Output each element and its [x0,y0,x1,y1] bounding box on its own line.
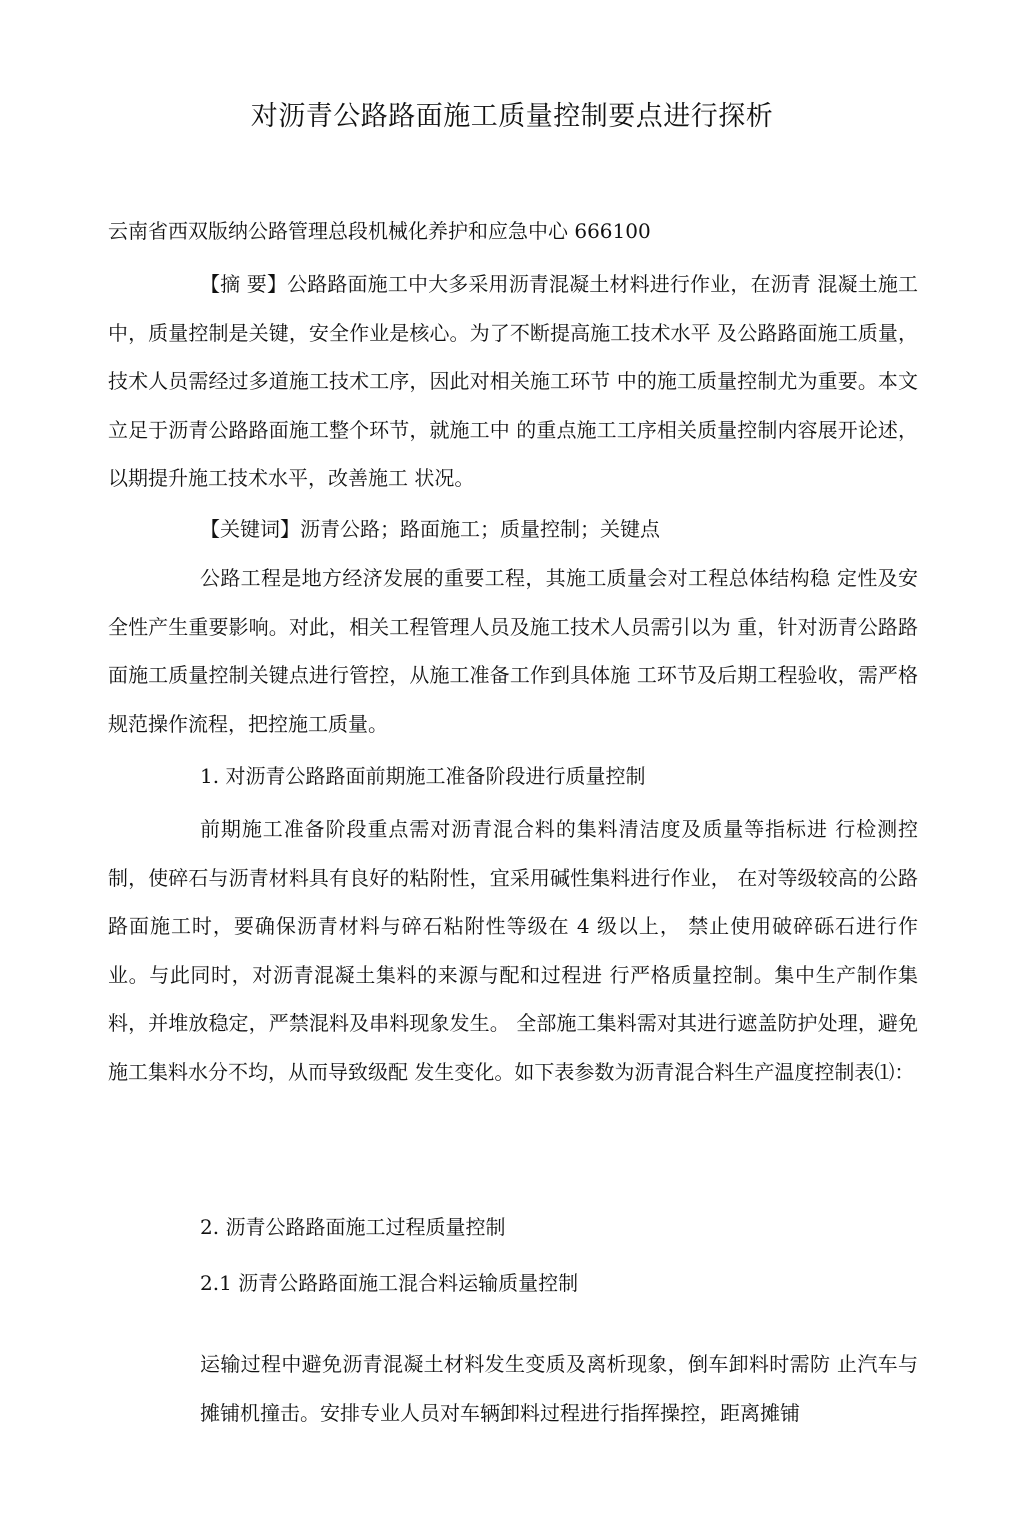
section-1-heading: 1. 对沥青公路路面前期施工准备阶段进行质量控制 [200,764,646,788]
section-1-paragraph: 前期施工准备阶段重点需对沥青混合料的集料清洁度及质量等指标进 行检测控制，使碎石与沥青材料具有良好的粘附性，宜采用碱性集料进行作业， 在对等级较高的公路路面施工时，要确保沥青材料与碎石粘附性等级在 4 级以上， 禁止使用破碎砾石进行作业。与此同时，对沥青混凝土集料的来源与配和过程进 行严格质量控制。集中生产制作集料，并堆放稳定，严禁混料及串料现象发生。 全部施工集料需对其进行遮盖防护处理，避免施工集料水分不均，从而导致级配 发生变化。如下表参数为沥青混合料生产温度控制表⑴： [108,817,918,1084]
section-2-heading: 2. 沥青公路路面施工过程质量控制 [200,1215,506,1239]
abstract-paragraph: 【摘 要】公路路面施工中大多采用沥青混凝土材料进行作业，在沥青 混凝土施工中，质量控制是关键，安全作业是核心。为了不断提高施工技术水平 及公路路面施工质量，技术人员需经过多道施工技术工序，因此对相关施工环节 中的施工质量控制尤为重要。本文立足于沥青公路路面施工整个环节，就施工中 的重点施工工序相关质量控制内容展开论述，以期提升施工技术水平，改善施工 状况。 [108,272,918,491]
section-2-1-paragraph: 运输过程中避免沥青混凝土材料发生变质及离析现象，倒车卸料时需防 止汽车与摊铺机撞击。安排专业人员对车辆卸料过程进行指挥操控，距离摊铺 [200,1352,918,1425]
keywords-paragraph: 【关键词】沥青公路；路面施工；质量控制；关键点 [200,517,660,541]
section-2-1-heading: 2.1 沥青公路路面施工混合料运输质量控制 [200,1271,579,1295]
author-affiliation: 云南省西双版纳公路管理总段机械化养护和应急中心 666100 [108,219,651,243]
intro-paragraph: 公路工程是地方经济发展的重要工程，其施工质量会对工程总体结构稳 定性及安全性产生重要影响。对此，相关工程管理人员及施工技术人员需引以为 重，针对沥青公路路面施工质量控制关键点进行管控，从施工准备工作到具体施 工环节及后期工程验收，需严格规范操作流程，把控施工质量。 [108,566,918,736]
document-title: 对沥青公路路面施工质量控制要点进行探析 [250,101,774,132]
